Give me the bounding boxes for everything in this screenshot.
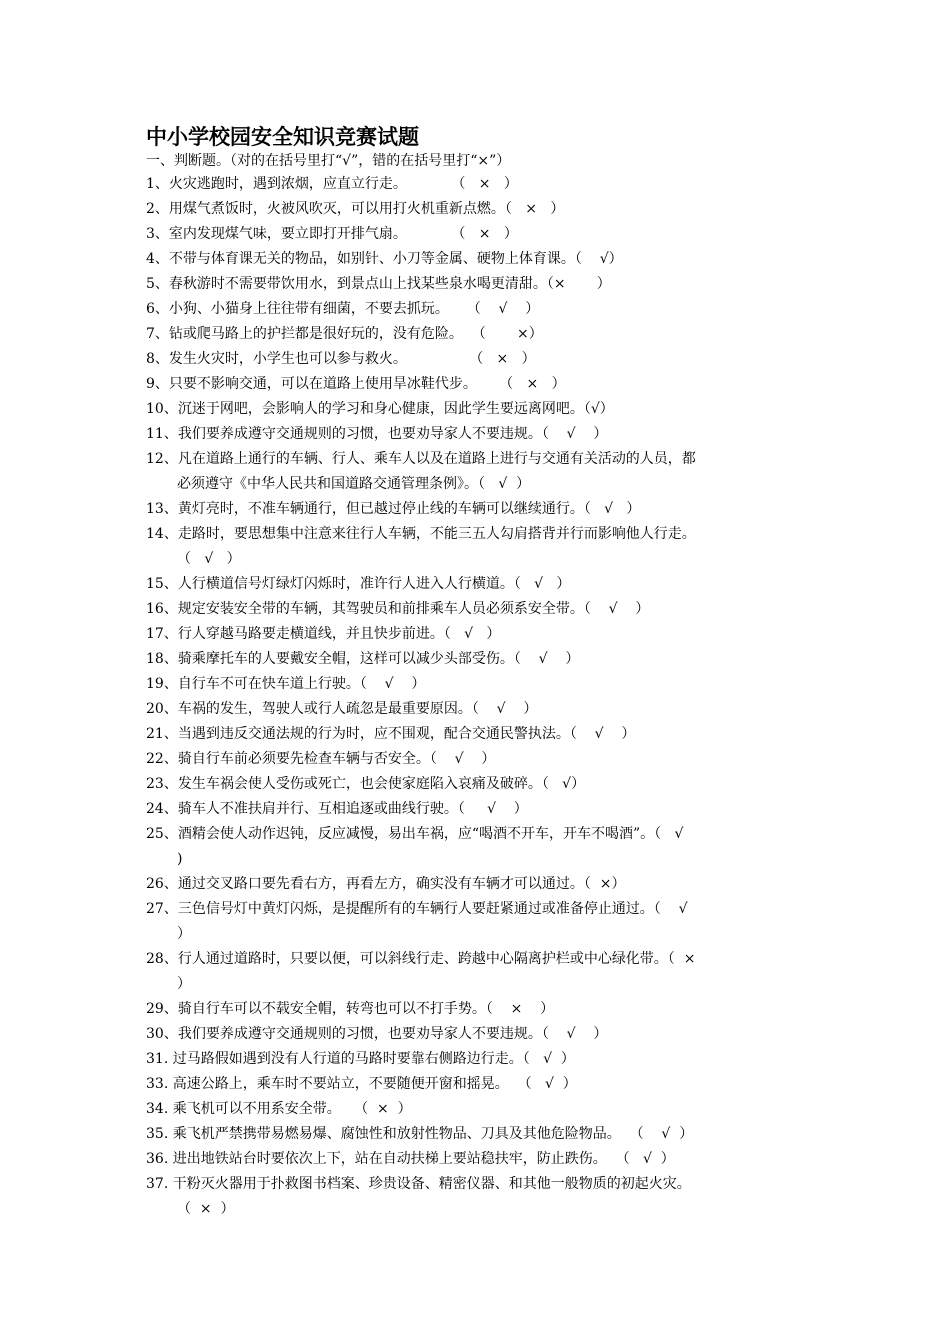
question-text: 37. 干粉灭火器用于扑救图书档案、珍贵设备、精密仪器、和其他一般物质的初起火灾。 — [146, 1176, 691, 1192]
question-item — [146, 422, 816, 447]
question-text: 28、行人通过道路时，只要以便，可以斜线行走、跨越中心隔离护栏或中心绿化带。（ × — [146, 951, 696, 967]
question-item — [146, 647, 816, 672]
document-title: 中小学校园安全知识竞赛试题 — [146, 124, 419, 149]
question-text: 36. 进出地铁站台时要依次上下，站在自动扶梯上要站稳扶牢，防止跌伤。 （ √ ） — [146, 1151, 675, 1167]
question-text: 16、规定安装安全带的车辆，其驾驶员和前排乘车人员必须系安全带。（ √ ） — [146, 601, 650, 617]
question-item — [146, 397, 816, 422]
question-text: 17、行人穿越马路要走横道线，并且快步前进。（ √ ） — [146, 626, 501, 642]
question-text: 20、车祸的发生，驾驶人或行人疏忽是最重要原因。（ √ ） — [146, 701, 538, 717]
question-item — [146, 797, 816, 822]
question-text-continuation: 必须遵守《中华人民共和国道路交通管理条例》。（ √ ） — [177, 476, 531, 492]
question-item — [146, 672, 816, 697]
question-item — [146, 747, 816, 772]
question-item — [146, 822, 816, 872]
question-item — [146, 1122, 816, 1147]
question-text: 1、火灾逃跑时，遇到浓烟，应直立行走。 （ × ） — [146, 176, 518, 192]
document-body — [146, 124, 816, 1222]
question-text: 31. 过马路假如遇到没有人行道的马路时要靠右侧路边行走。（ √ ） — [146, 1051, 575, 1067]
question-text-continuation: ) — [177, 851, 183, 867]
question-text-continuation: ） — [177, 926, 191, 942]
question-text: 8、发生火灾时，小学生也可以参与救火。 （ × ） — [146, 351, 536, 367]
question-text: 18、骑乘摩托车的人要戴安全帽，这样可以减少头部受伤。（ √ ） — [146, 651, 580, 667]
question-text: 13、黄灯亮时，不准车辆通行，但已越过停止线的车辆可以继续通行。（ √ ） — [146, 501, 641, 517]
question-text: 35. 乘飞机严禁携带易燃易爆、腐蚀性和放射性物品、刀具及其他危险物品。 （ √ ） — [146, 1126, 694, 1142]
question-item — [146, 172, 816, 197]
question-item — [146, 622, 816, 647]
question-text: 10、沉迷于网吧，会影响人的学习和身心健康，因此学生要远离网吧。（√） — [146, 401, 614, 417]
question-text: 3、室内发现煤气味，要立即打开排气扇。 （ × ） — [146, 226, 518, 242]
question-text: 6、小狗、小猫身上往往带有细菌，不要去抓玩。 （ √ ） — [146, 301, 540, 317]
question-item — [146, 1147, 816, 1172]
question-text: 2、用煤气煮饭时，火被风吹灭，可以用打火机重新点燃。（ × ） — [146, 201, 565, 217]
question-item — [146, 1022, 816, 1047]
question-text: 4、不带与体育课无关的物品，如别针、小刀等金属、硬物上体育课。（ √） — [146, 251, 623, 267]
question-item — [146, 872, 816, 897]
question-text: 22、骑自行车前必须要先检查车辆与否安全。（ √ ） — [146, 751, 496, 767]
question-text: 29、骑自行车可以不载安全帽，转弯也可以不打手势。（ × ） — [146, 1001, 555, 1017]
question-item — [146, 322, 816, 347]
question-item — [146, 1072, 816, 1097]
question-text: 19、自行车不可在快车道上行驶。（ √ ） — [146, 676, 426, 692]
question-text: 26、通过交叉路口要先看右方，再看左方，确实没有车辆才可以通过。（ ×） — [146, 876, 626, 892]
question-item — [146, 522, 816, 572]
question-text: 14、走路时，要思想集中注意来往行人车辆，不能三五人勾肩搭背并行而影响他人行走。 — [146, 526, 696, 542]
section-header: 一、判断题。（对的在括号里打“√”，错的在括号里打“×”） — [146, 153, 511, 169]
question-item — [146, 372, 816, 397]
question-text: 34. 乘飞机可以不用系安全带。 （ × ） — [146, 1101, 412, 1117]
question-item — [146, 997, 816, 1022]
question-text-continuation: （ √ ） — [177, 551, 241, 567]
question-text: 11、我们要养成遵守交通规则的习惯，也要劝导家人不要违规。（ √ ） — [146, 426, 608, 442]
question-item — [146, 297, 816, 322]
question-text: 24、骑车人不准扶肩并行、互相追逐或曲线行驶。（ √ ） — [146, 801, 528, 817]
question-text: 5、春秋游时不需要带饮用水，到景点山上找某些泉水喝更清甜。（× ） — [146, 276, 611, 292]
question-item — [146, 947, 816, 997]
question-text: 9、只要不影响交通，可以在道路上使用旱冰鞋代步。 （ × ） — [146, 376, 566, 392]
question-text-continuation: （ × ） — [177, 1201, 235, 1217]
question-item — [146, 197, 816, 222]
question-item — [146, 572, 816, 597]
question-text: 23、发生车祸会使人受伤或死亡，也会使家庭陷入哀痛及破碎。（ √） — [146, 776, 586, 792]
question-text-continuation: ） — [177, 976, 191, 992]
question-item — [146, 772, 816, 797]
question-item — [146, 222, 816, 247]
question-item — [146, 272, 816, 297]
question-item — [146, 247, 816, 272]
question-list — [146, 172, 816, 1222]
question-item — [146, 697, 816, 722]
question-item — [146, 497, 816, 522]
question-item — [146, 447, 816, 497]
question-item — [146, 597, 816, 622]
question-item — [146, 347, 816, 372]
question-item — [146, 722, 816, 747]
question-text: 21、当遇到违反交通法规的行为时，应不围观，配合交通民警执法。（ √ ） — [146, 726, 636, 742]
question-text: 30、我们要养成遵守交通规则的习惯，也要劝导家人不要违规。（ √ ） — [146, 1026, 608, 1042]
question-text: 12、凡在道路上通行的车辆、行人、乘车人以及在道路上进行与交通有关活动的人员，都 — [146, 451, 696, 467]
question-text: 25、酒精会使人动作迟钝，反应减慢，易出车祸，应“喝酒不开车，开车不喝酒”。（ √ — [146, 826, 684, 842]
question-text: 15、人行横道信号灯绿灯闪烁时，准许行人进入人行横道。（ √ ） — [146, 576, 571, 592]
question-text: 27、三色信号灯中黄灯闪烁，是提醒所有的车辆行人要赶紧通过或准备停止通过。（ √ — [146, 901, 688, 917]
question-text: 7、钻或爬马路上的护拦都是很好玩的，没有危险。 （ ×） — [146, 326, 543, 342]
question-item — [146, 1097, 816, 1122]
question-item — [146, 897, 816, 947]
question-item — [146, 1047, 816, 1072]
question-item — [146, 1172, 816, 1222]
question-text: 33. 高速公路上，乘车时不要站立，不要随便开窗和摇晃。 （ √ ） — [146, 1076, 577, 1092]
